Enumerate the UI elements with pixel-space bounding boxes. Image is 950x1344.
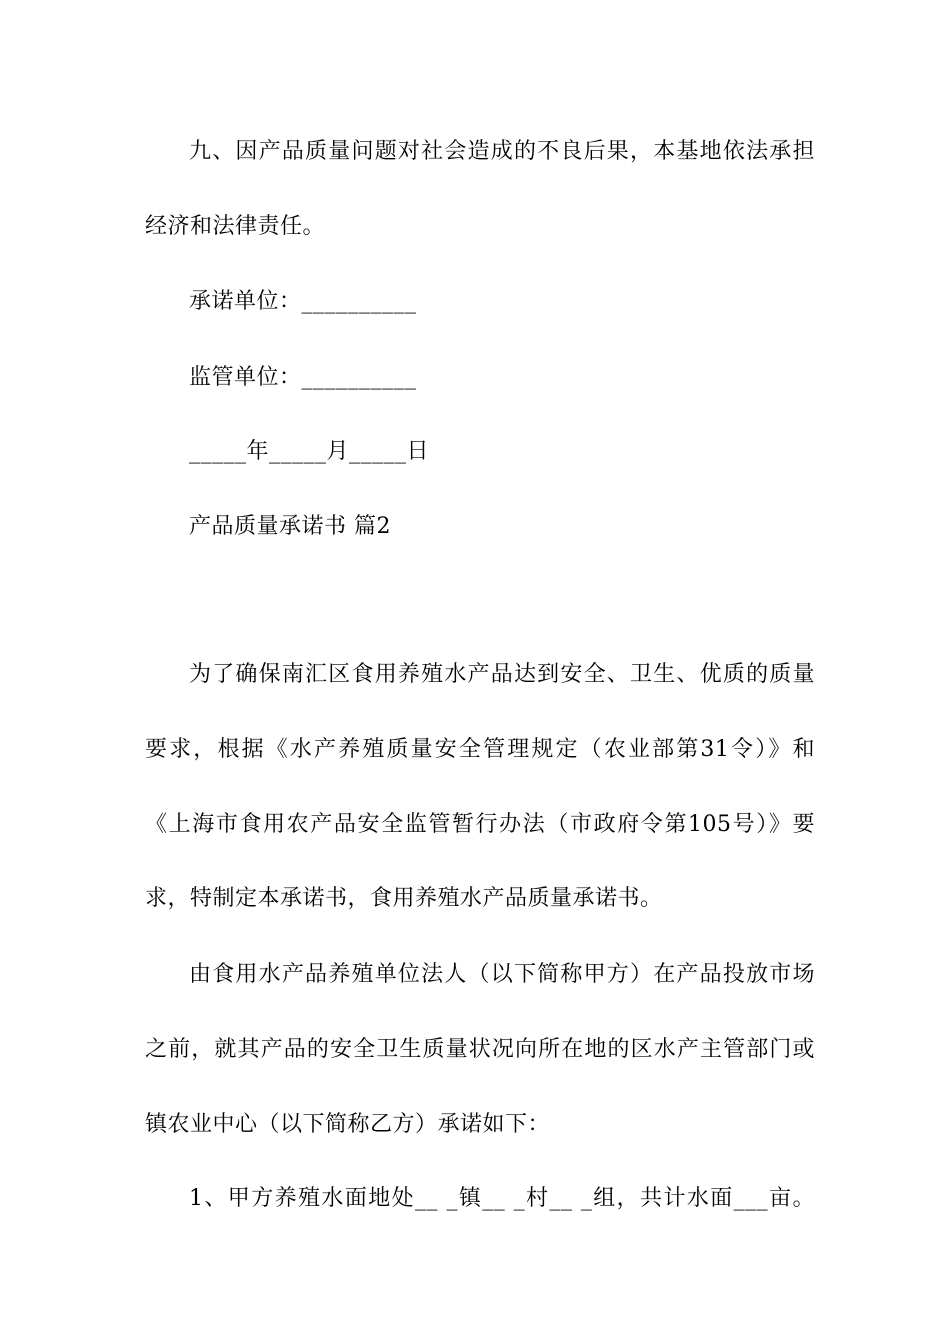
section-title: 产品质量承诺书 篇2 [189,514,391,539]
date-field: _____年_____月_____日 [189,439,430,464]
item1-line1: 1、甲方养殖水面地处__ _镇__ _村__ _组，共计水面___亩。 [189,1186,815,1211]
promisor-field: 承诺单位：__________ [189,289,417,314]
item9-line2: 经济和法律责任。 [145,214,326,239]
supervisor-field: 监管单位：__________ [189,365,417,390]
item9-line1: 九、因产品质量问题对社会造成的不良后果，本基地依法承担 [189,139,815,164]
para1-line1: 为了确保南汇区食用养殖水产品达到安全、卫生、优质的质量 [189,662,815,687]
para2-line1: 由食用水产品养殖单位法人（以下简称甲方）在产品投放市场 [189,962,815,987]
para1-line3: 《上海市食用农产品安全监管暂行办法（市政府令第105号）》要 [145,812,815,837]
para2-line3: 镇农业中心（以下简称乙方）承诺如下： [145,1112,551,1137]
para1-line2: 要求，根据《水产养殖质量安全管理规定（农业部第31令）》和 [145,737,815,762]
para2-line2: 之前，就其产品的安全卫生质量状况向所在地的区水产主管部门或 [145,1037,815,1062]
para1-line4: 求，特制定本承诺书，食用养殖水产品质量承诺书。 [145,886,663,911]
